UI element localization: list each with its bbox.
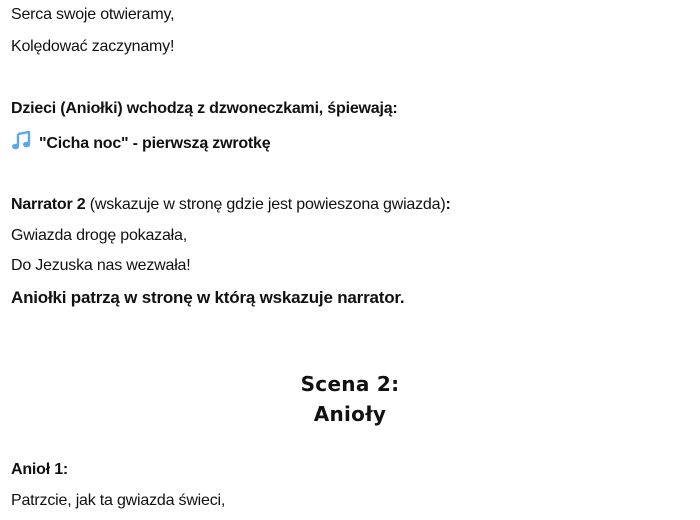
verse-line: Serca swoje otwieramy, — [11, 6, 175, 23]
song-title: "Cicha noc" - pierwszą zwrotkę — [39, 135, 271, 152]
stage-direction: Dzieci (Aniołki) wchodzą z dzwoneczkami, śpiewają: — [11, 100, 398, 117]
scene-title: Scena 2: — [300, 372, 400, 396]
speaker-name: Anioł 1: — [11, 461, 69, 478]
stage-direction: Aniołki patrzą w stronę w którą wskazuje narrator. — [11, 288, 405, 307]
narrator-line — [11, 196, 451, 214]
verse-line: Kolędować zaczynamy! — [11, 38, 175, 55]
musical-note-icon — [11, 131, 33, 156]
verse-line: Patrzcie, jak ta gwiazda świeci, — [11, 492, 226, 509]
speaker-name: Narrator 2 — [11, 196, 86, 213]
stage-direction-inline: (wskazuje w stronę gdzie jest powieszona gwiazda) — [89, 196, 446, 213]
song-line — [11, 131, 270, 156]
verse-line: Gwiazda drogę pokazała, — [11, 227, 187, 244]
verse-line: Do Jezuska nas wezwała! — [11, 257, 191, 274]
scene-subtitle: Anioły — [313, 402, 387, 426]
colon: : — [445, 196, 451, 213]
